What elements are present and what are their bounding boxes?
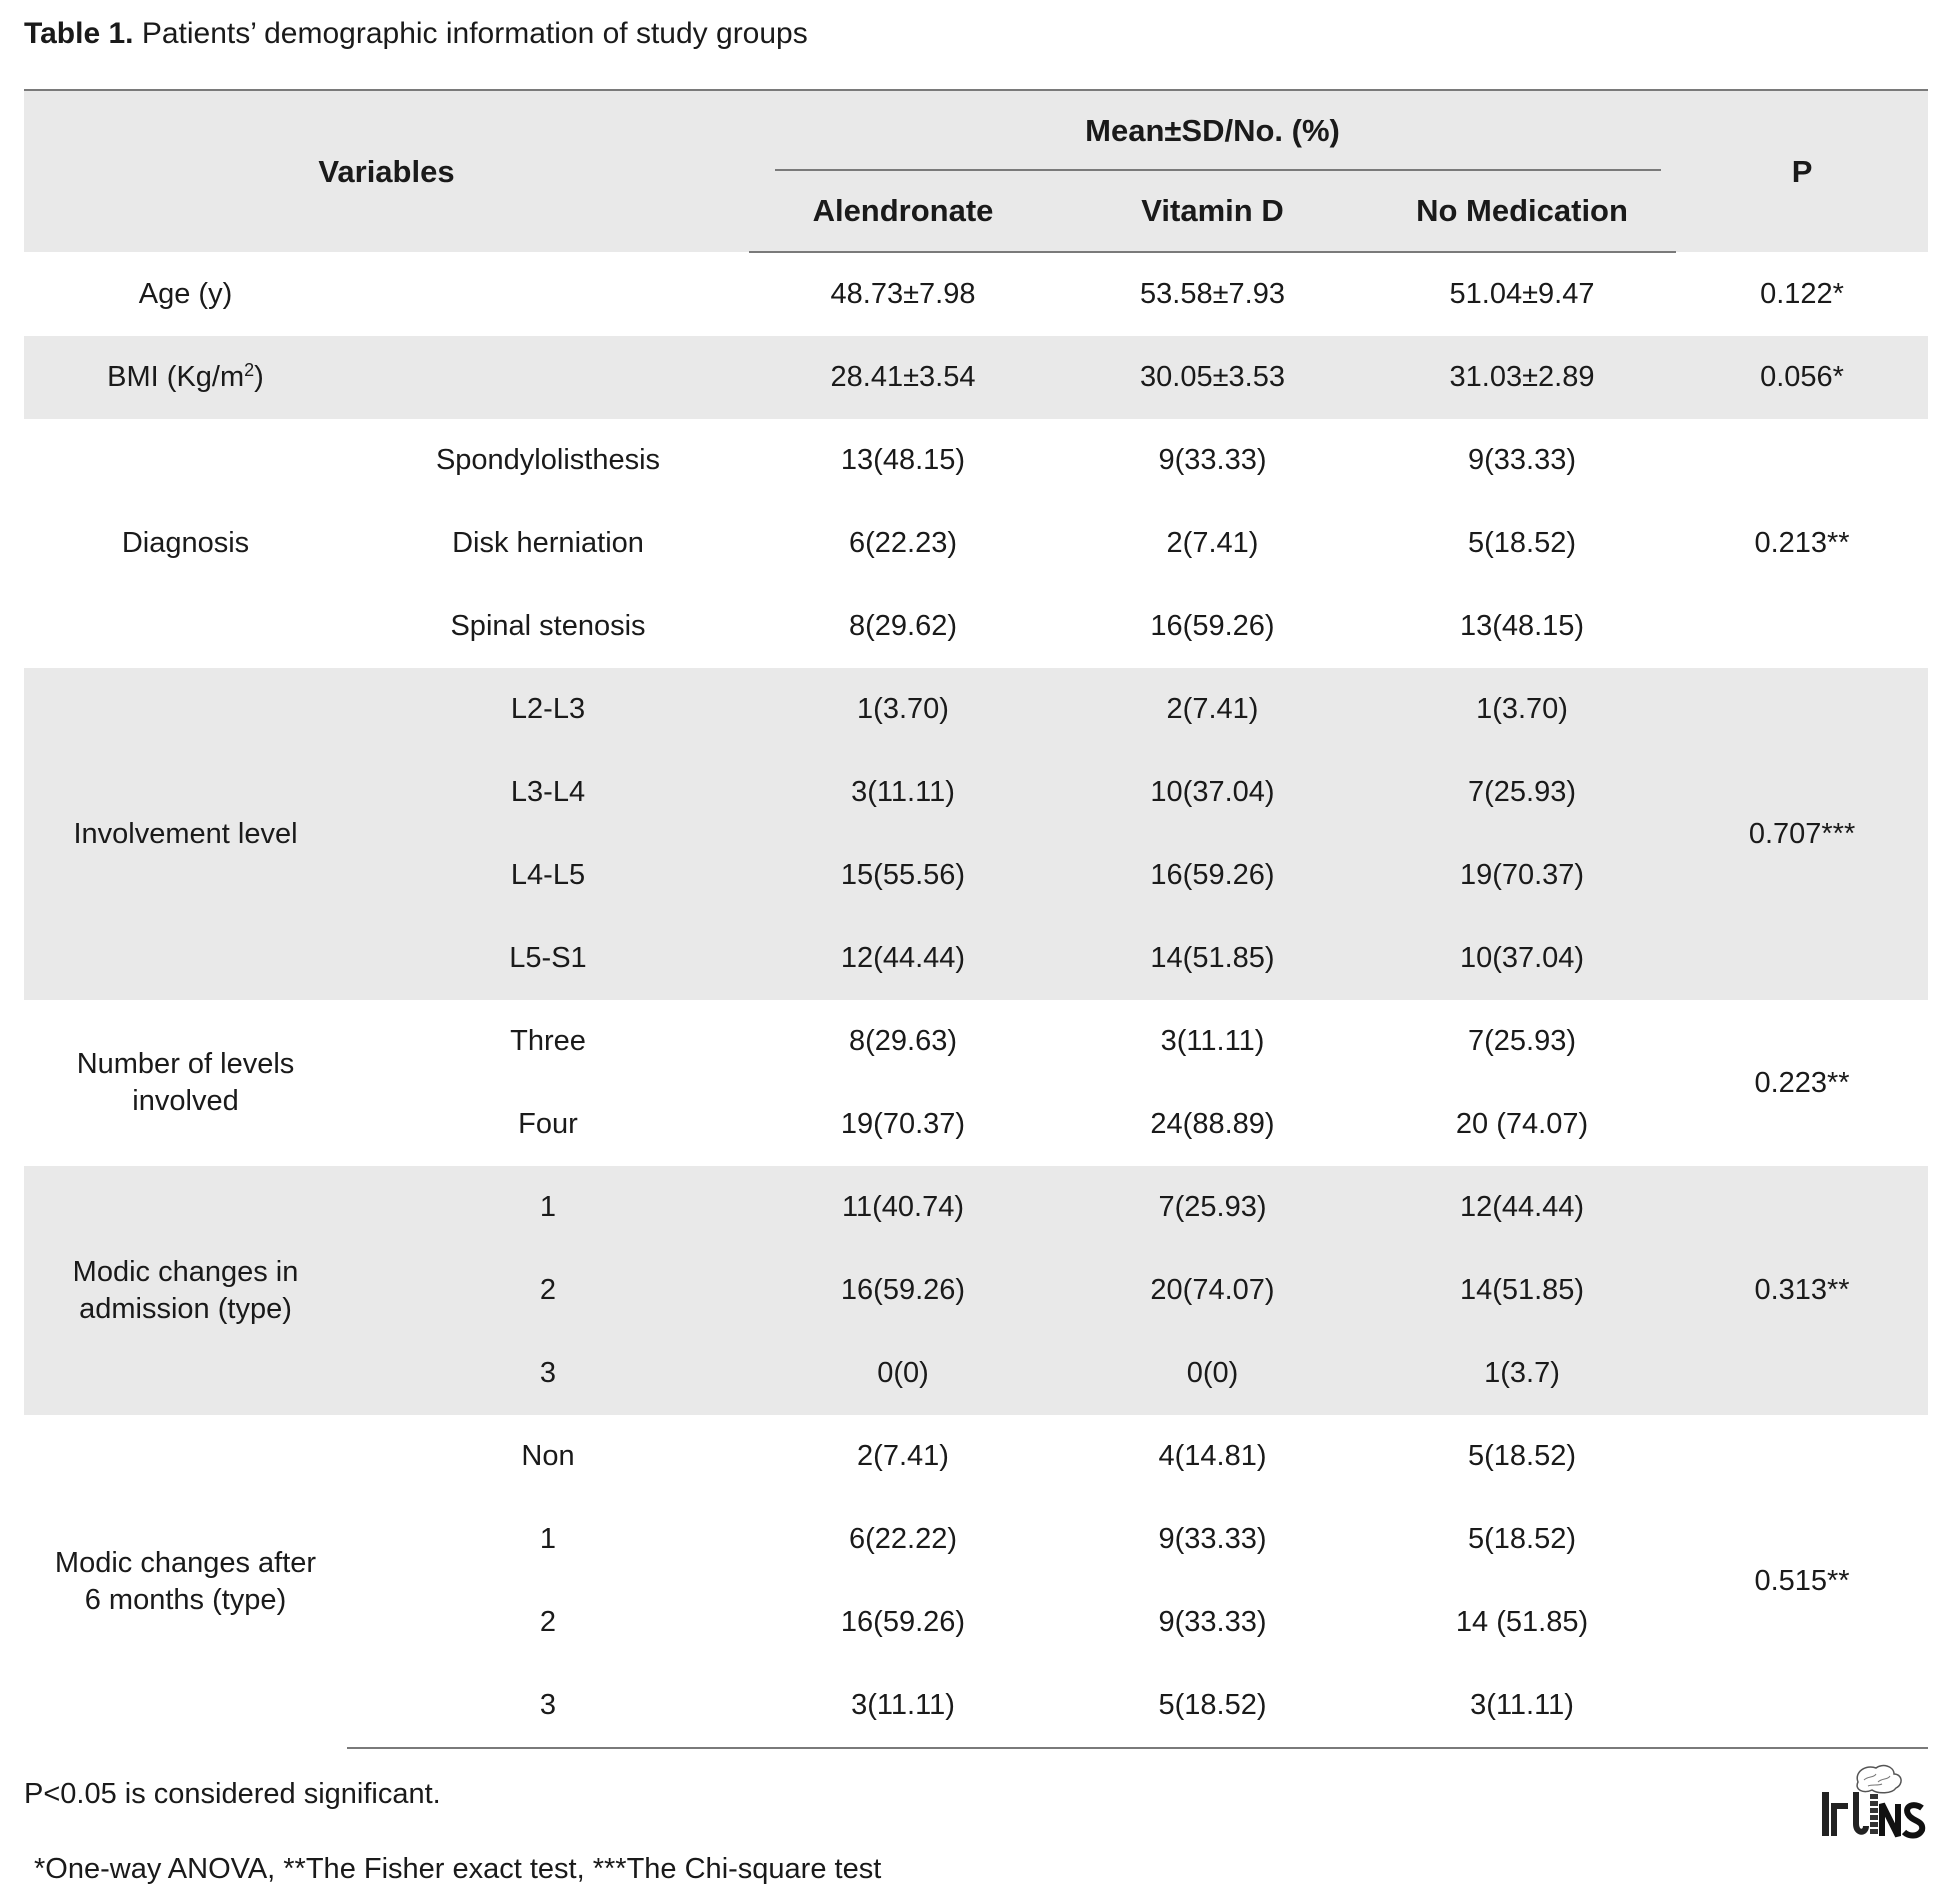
cell-value: 19(70.37): [840, 1108, 966, 1140]
cell-value: 2(7.41): [1166, 527, 1259, 559]
cell-value: 53.58±7.93: [1140, 278, 1285, 310]
cell-value: 20 (74.07): [1455, 1108, 1589, 1140]
table-row: [24, 419, 1928, 502]
table-row: [24, 668, 1928, 751]
row-sublabel: L5-S1: [347, 917, 749, 1000]
bmi-label-end: ): [254, 361, 264, 393]
row-sublabel: Three: [510, 1025, 586, 1057]
table-row: [24, 252, 1928, 336]
cell-value: 9(33.33): [1158, 1523, 1267, 1555]
cell-p-value: 0.313**: [1676, 1166, 1928, 1415]
cell-value: 16(59.26): [749, 1249, 1057, 1332]
table-row: [24, 1000, 1928, 1083]
cell-value: 1(3.70): [1368, 668, 1676, 751]
cell-value: 5(18.52): [1057, 1664, 1368, 1748]
cell-value: 3(11.11): [749, 751, 1057, 834]
demographics-table: [24, 89, 1928, 1749]
cell-value: 14 (51.85): [1455, 1606, 1589, 1638]
journal-logo: [1818, 1762, 1928, 1842]
cell-p-value: 0.122*: [1760, 277, 1844, 310]
cell-value: 19(70.37): [1368, 834, 1676, 917]
row-label-diagnosis: Diagnosis: [121, 527, 250, 559]
table-body: [24, 252, 1928, 1748]
header-group-label: Mean±SD/No. (%): [1085, 113, 1340, 148]
cell-value: 3(11.11): [1368, 1664, 1676, 1748]
cell-value: 51.04±9.47: [1449, 278, 1595, 310]
cell-value: 8(29.62): [848, 610, 957, 642]
row-label-age: Age (y): [138, 277, 233, 310]
cell-value: 10(37.04): [1057, 751, 1368, 834]
row-sublabel: Non: [521, 1440, 575, 1472]
table-row: [24, 1415, 1928, 1498]
header-group-rule: [775, 169, 1661, 171]
cell-p-value: 0.515**: [1676, 1415, 1928, 1748]
cell-value: 14(51.85): [1368, 1249, 1676, 1332]
cell-value: 31.03±2.89: [1368, 336, 1676, 419]
row-sublabel: 2: [347, 1249, 749, 1332]
cell-value: 9(33.33): [1468, 444, 1577, 476]
cell-p-value: 0.056*: [1676, 336, 1928, 419]
row-sublabel: 3: [347, 1332, 749, 1415]
header-col-alendronate: Alendronate: [749, 171, 1057, 252]
table-caption: [24, 14, 808, 54]
cell-p-value: 0.707***: [1676, 668, 1928, 1000]
row-sublabel: Spinal stenosis: [450, 610, 646, 642]
cell-value: 12(44.44): [1368, 1166, 1676, 1249]
cell-value: 5(18.52): [1468, 1523, 1577, 1555]
row-label-levels: Number of levels involved: [76, 1048, 295, 1117]
cell-value: 4(14.81): [1158, 1440, 1267, 1472]
row-sublabel: Spondylolisthesis: [435, 444, 661, 476]
row-label-modic-admission: Modic changes in admission (type): [24, 1166, 347, 1415]
cell-value: 6(22.23): [848, 527, 957, 559]
cell-value: 5(18.52): [1468, 527, 1577, 559]
cell-value: 1(3.7): [1368, 1332, 1676, 1415]
cell-value: 1(3.70): [749, 668, 1057, 751]
table-caption-text: Patients’ demographic information of study groups: [133, 17, 808, 50]
cell-value: 0(0): [749, 1332, 1057, 1415]
row-label-bmi: [24, 336, 347, 419]
cell-value: 12(44.44): [749, 917, 1057, 1000]
header-col-vitamin-d: Vitamin D: [1057, 171, 1368, 252]
cell-value: 7(25.93): [1468, 1025, 1577, 1057]
cell-value: 3(11.11): [749, 1664, 1057, 1748]
table-caption-label: Table 1.: [24, 17, 134, 50]
row-sublabel: 1: [347, 1166, 749, 1249]
cell-value: 20(74.07): [1057, 1249, 1368, 1332]
cell-value: 13(48.15): [1459, 610, 1585, 642]
cell-value: 10(37.04): [1368, 917, 1676, 1000]
cell-value: 16(59.26): [1057, 834, 1368, 917]
bmi-label-sup: 2: [244, 360, 255, 380]
row-sublabel: 2: [539, 1606, 557, 1638]
cell-value: 2(7.41): [1057, 668, 1368, 751]
cell-value: 30.05±3.53: [1057, 336, 1368, 419]
cell-value: 9(33.33): [1158, 1606, 1267, 1638]
cell-value: 48.73±7.98: [830, 278, 976, 310]
table-header: [24, 90, 1928, 252]
cell-value: 11(40.74): [749, 1166, 1057, 1249]
table-row: [24, 1166, 1928, 1249]
cell-value: 3(11.11): [1160, 1025, 1265, 1057]
header-group: [749, 90, 1676, 171]
row-sublabel: 3: [347, 1664, 749, 1748]
table-row: [24, 336, 1928, 419]
tests-note: *One-way ANOVA, **The Fisher exact test, ***The Chi-square test: [34, 1853, 882, 1885]
row-label-modic-6m: Modic changes after 6 months (type): [54, 1546, 317, 1616]
cell-value: 7(25.93): [1057, 1166, 1368, 1249]
cell-p-value: 0.223**: [1754, 1066, 1850, 1099]
cell-value: 6(22.22): [848, 1523, 957, 1555]
row-sublabel-empty: [347, 252, 749, 336]
bmi-label-text: BMI (Kg/m: [107, 361, 245, 393]
header-col-no-medication: No Medication: [1368, 171, 1676, 252]
cell-p-value: 0.213**: [1754, 527, 1850, 559]
row-sublabel: L4-L5: [347, 834, 749, 917]
header-p: P: [1676, 90, 1928, 252]
cell-value: 2(7.41): [857, 1440, 949, 1472]
cell-value: 24(88.89): [1150, 1108, 1275, 1140]
row-sublabel: L2-L3: [347, 668, 749, 751]
cell-value: 16(59.26): [840, 1606, 966, 1638]
cell-value: 9(33.33): [1158, 444, 1267, 476]
cell-value: 15(55.56): [749, 834, 1057, 917]
row-label-involvement: Involvement level: [24, 668, 347, 1000]
cell-value: 8(29.63): [848, 1025, 957, 1057]
significance-note: P<0.05 is considered significant.: [24, 1778, 441, 1810]
cell-value: 7(25.93): [1368, 751, 1676, 834]
cell-value: 0(0): [1057, 1332, 1368, 1415]
row-sublabel: Four: [518, 1108, 578, 1140]
cell-value: 13(48.15): [840, 444, 966, 476]
row-sublabel: Disk herniation: [452, 527, 644, 559]
header-variables: Variables: [24, 90, 749, 252]
cell-value: 28.41±3.54: [749, 336, 1057, 419]
cell-value: 5(18.52): [1468, 1440, 1577, 1472]
row-sublabel-empty: [347, 336, 749, 419]
brain-spine-logo-icon: [1818, 1762, 1928, 1842]
row-sublabel: L3-L4: [347, 751, 749, 834]
cell-value: 16(59.26): [1150, 610, 1275, 642]
cell-value: 14(51.85): [1057, 917, 1368, 1000]
row-sublabel: 1: [539, 1523, 557, 1555]
